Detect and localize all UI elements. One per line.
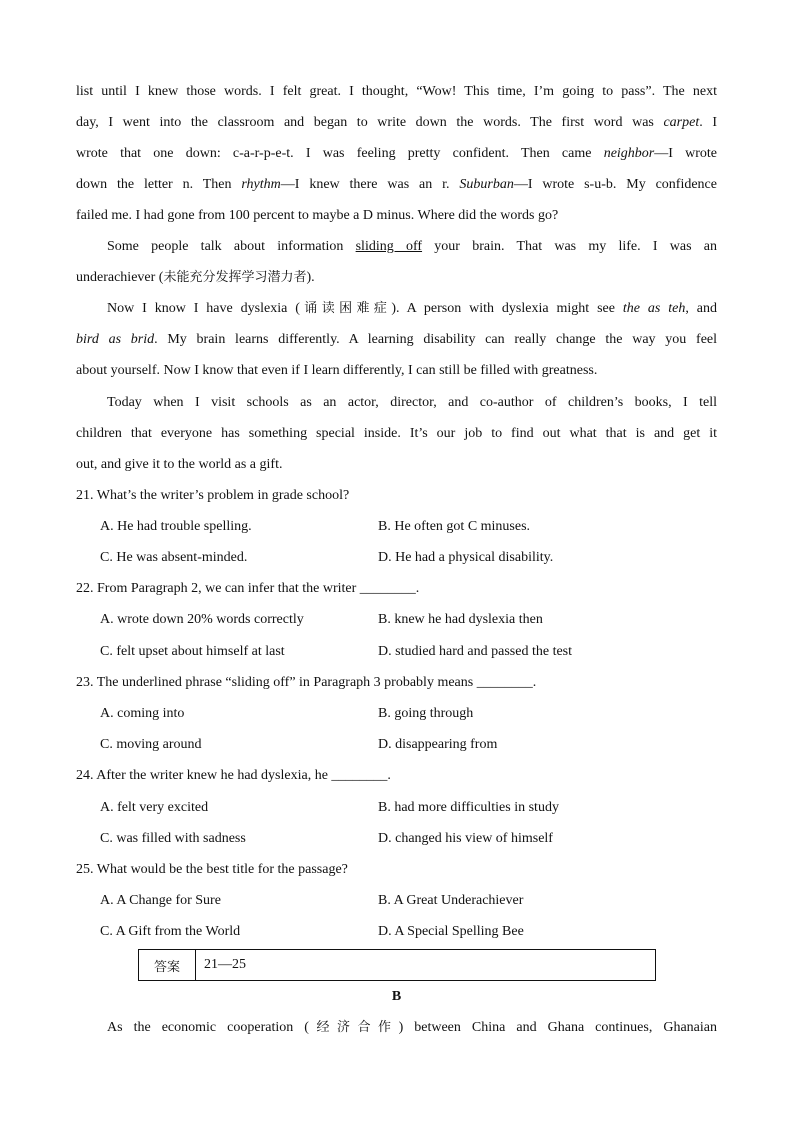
- question-22: 22. From Paragraph 2, we can infer that the writer ________.: [76, 581, 420, 596]
- text: —I wrote: [654, 146, 717, 161]
- text: . I: [699, 115, 718, 130]
- option-c: C. A Gift from the World: [100, 924, 241, 939]
- options-row: [76, 641, 717, 663]
- underlined-phrase: sliding off: [355, 239, 423, 254]
- option-a: A. coming into: [100, 706, 185, 721]
- chinese-gloss: 未能充分发挥学习潜力者: [163, 270, 307, 285]
- p1-line-2: [76, 112, 717, 134]
- text: —I knew there was an r.: [280, 177, 460, 192]
- option-b: B. had more difficulties in study: [378, 800, 559, 815]
- text: down the letter n. Then: [76, 177, 242, 192]
- option-d: D. studied hard and passed the test: [378, 644, 573, 659]
- option-b: B. knew he had dyslexia then: [378, 612, 543, 627]
- options-row: [76, 921, 717, 943]
- p1-line-5: failed me. I had gone from 100 percent to maybe a D minus. Where did the words go?: [76, 208, 559, 223]
- answer-range: 21—25: [196, 950, 656, 981]
- option-a: A. wrote down 20% words correctly: [100, 612, 304, 627]
- p3-line-2: [76, 329, 717, 351]
- text: wrote that one down: c-a-r-p-e-t. I was feeling pretty confident. Then came: [76, 146, 604, 161]
- italic-word: rhythm: [241, 177, 281, 192]
- section-b-line-1: [76, 1017, 717, 1039]
- text: day, I went into the classroom and began to write down the words. The first word was: [76, 115, 664, 130]
- option-d: D. changed his view of himself: [378, 831, 553, 846]
- p4-line-1: Today when I visit schools as an actor, director, and co-author of children’s books, I tell: [107, 395, 717, 410]
- chinese-gloss: 经济合作: [308, 1020, 399, 1035]
- options-row: [76, 516, 717, 538]
- options-row: [76, 703, 717, 725]
- option-b: B. going through: [378, 706, 474, 721]
- italic-word: Suburban: [459, 177, 514, 192]
- options-row: [76, 609, 717, 631]
- text: —I wrote s-u-b. My confidence: [513, 177, 717, 192]
- question-21: 21. What’s the writer’s problem in grade school?: [76, 488, 350, 503]
- text: Now I know I have dyslexia (: [107, 301, 300, 316]
- italic-word: carpet: [663, 115, 700, 130]
- p1-line-3: [76, 143, 717, 165]
- option-b: B. He often got C minuses.: [378, 519, 531, 534]
- p2-line-2: [76, 267, 717, 289]
- question-23: 23. The underlined phrase “sliding off” in Paragraph 3 probably means ________.: [76, 675, 537, 690]
- italic-example: the as teh: [622, 301, 686, 316]
- p1-line-1: list until I knew those words. I felt great. I thought, “Wow! This time, I’m going to pass”. The next: [76, 84, 717, 99]
- option-c: C. moving around: [100, 737, 202, 752]
- text: ) between China and Ghana continues, Ghanaian: [398, 1020, 718, 1035]
- text: . My brain learns differently. A learning disability can really change the way you feel: [154, 332, 718, 347]
- text: underachiever (: [76, 270, 164, 285]
- options-row: [76, 828, 717, 850]
- answer-row: [139, 950, 656, 981]
- p1-line-4: [76, 174, 717, 196]
- option-b: B. A Great Underachiever: [378, 893, 524, 908]
- option-c: C. was filled with sadness: [100, 831, 246, 846]
- options-row: [76, 734, 717, 756]
- italic-word: neighbor: [603, 146, 655, 161]
- chinese-gloss: 诵读困难症: [299, 301, 392, 316]
- text: Some people talk about information: [107, 239, 356, 254]
- p3-line-3: about yourself. Now I know that even if I learn differently, I can still be filled with greatness.: [76, 363, 598, 378]
- text: , and: [685, 301, 717, 316]
- question-25: 25. What would be the best title for the passage?: [76, 862, 348, 877]
- text: your brain. That was my life. I was an: [422, 239, 717, 254]
- answer-table: [138, 949, 656, 981]
- text: ).: [306, 270, 315, 285]
- section-b-heading: B: [391, 989, 402, 1004]
- p2-line-1: [76, 236, 717, 258]
- text: As the economic cooperation (: [107, 1020, 309, 1035]
- p4-line-3: out, and give it to the world as a gift.: [76, 457, 283, 472]
- options-row: [76, 890, 717, 912]
- option-d: D. He had a physical disability.: [378, 550, 554, 565]
- p4-line-2: children that everyone has something special inside. It’s our job to find out what that is and get it: [76, 426, 717, 441]
- text: ). A person with dyslexia might see: [391, 301, 623, 316]
- option-c: C. He was absent-minded.: [100, 550, 248, 565]
- question-24: 24. After the writer knew he had dyslexia, he ________.: [76, 768, 391, 783]
- option-c: C. felt upset about himself at last: [100, 644, 285, 659]
- answer-label: 答案: [139, 950, 196, 981]
- option-a: A. He had trouble spelling.: [100, 519, 252, 534]
- option-d: D. A Special Spelling Bee: [378, 924, 524, 939]
- options-row: [76, 797, 717, 819]
- option-a: A. A Change for Sure: [100, 893, 221, 908]
- option-a: A. felt very excited: [100, 800, 209, 815]
- option-d: D. disappearing from: [378, 737, 498, 752]
- italic-example: bird as brid: [76, 332, 155, 347]
- p3-line-1: [76, 298, 717, 320]
- options-row: [76, 547, 717, 569]
